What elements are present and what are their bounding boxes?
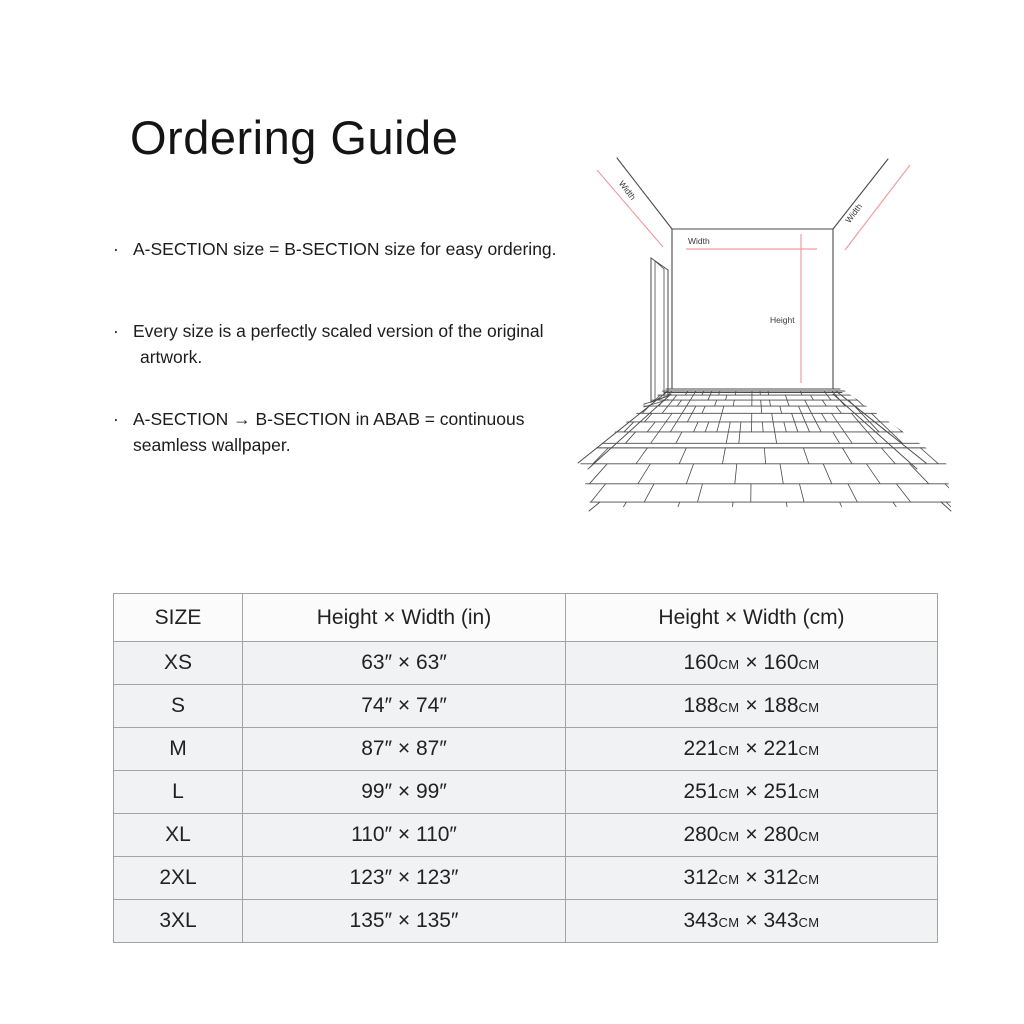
cm-unit: CM [718, 872, 740, 887]
cm-unit: CM [798, 915, 820, 930]
cm-cell: 188CM × 188CM [566, 685, 938, 728]
table-row [114, 685, 938, 728]
size-cell: XS [114, 642, 243, 685]
header-size: SIZE [114, 594, 243, 642]
inches-cell: 123″ × 123″ [243, 857, 566, 900]
inches-cell: 87″ × 87″ [243, 728, 566, 771]
inches-cell: 110″ × 110″ [243, 814, 566, 857]
size-cell: XL [114, 814, 243, 857]
size-cell: S [114, 685, 243, 728]
bullet-line: A-SECTION size = B-SECTION size for easy ordering. [133, 239, 557, 259]
table-row [114, 900, 938, 943]
inches-cell: 135″ × 135″ [243, 900, 566, 943]
inches-cell: 74″ × 74″ [243, 685, 566, 728]
size-cell: M [114, 728, 243, 771]
page-title: Ordering Guide [130, 111, 459, 164]
size-cell: L [114, 771, 243, 814]
size-table [113, 593, 938, 943]
cm-unit: CM [798, 743, 820, 758]
cm-unit: CM [798, 829, 820, 844]
cm-unit: CM [798, 786, 820, 801]
right-wall-width-label: Width [843, 201, 865, 225]
cm-unit: CM [798, 872, 820, 887]
bullet-dot: · [113, 409, 119, 429]
cm-unit: CM [798, 700, 820, 715]
bullet-item [113, 236, 557, 262]
measurement-lines [597, 165, 910, 383]
cm-unit: CM [798, 657, 820, 672]
cm-cell: 160CM × 160CM [566, 642, 938, 685]
cm-cell: 343CM × 343CM [566, 900, 938, 943]
bullet-line: Every size is a perfectly scaled version of the original [133, 321, 544, 341]
cm-unit: CM [718, 657, 740, 672]
room-diagram-svg [555, 130, 955, 520]
table-row [114, 857, 938, 900]
bullet-line: artwork. [140, 347, 203, 367]
size-cell: 2XL [114, 857, 243, 900]
table-row [114, 728, 938, 771]
cm-unit: CM [718, 829, 740, 844]
bullet-dot: · [113, 239, 119, 259]
table-row [114, 771, 938, 814]
header-cm: Height × Width (cm) [566, 594, 938, 642]
bullet-text [133, 236, 557, 262]
header-inches: Height × Width (in) [243, 594, 566, 642]
cm-unit: CM [718, 743, 740, 758]
cm-cell: 280CM × 280CM [566, 814, 938, 857]
inches-cell: 99″ × 99″ [243, 771, 566, 814]
bullet-dot: · [113, 321, 119, 341]
cm-cell: 251CM × 251CM [566, 771, 938, 814]
door [644, 258, 668, 407]
bullet-line: A-SECTION → B-SECTION in ABAB = continuous [133, 409, 525, 429]
table-header-row [114, 594, 938, 642]
bullet-item [113, 406, 524, 458]
room-diagram [555, 130, 955, 520]
cm-unit: CM [718, 915, 740, 930]
cm-cell: 221CM × 221CM [566, 728, 938, 771]
back-wall-width-label: Width [688, 236, 710, 246]
bullet-line: seamless wallpaper. [133, 435, 291, 455]
room-outline [578, 158, 951, 511]
cm-cell: 312CM × 312CM [566, 857, 938, 900]
size-cell: 3XL [114, 900, 243, 943]
cm-unit: CM [718, 700, 740, 715]
left-wall-width-label: Width [616, 178, 638, 202]
back-wall-height-label: Height [770, 315, 795, 325]
cm-unit: CM [718, 786, 740, 801]
bullet-text [133, 406, 524, 458]
bullet-text [133, 318, 543, 370]
inches-cell: 63″ × 63″ [243, 642, 566, 685]
table-row [114, 814, 938, 857]
bullet-item [113, 318, 543, 370]
table-row [114, 642, 938, 685]
